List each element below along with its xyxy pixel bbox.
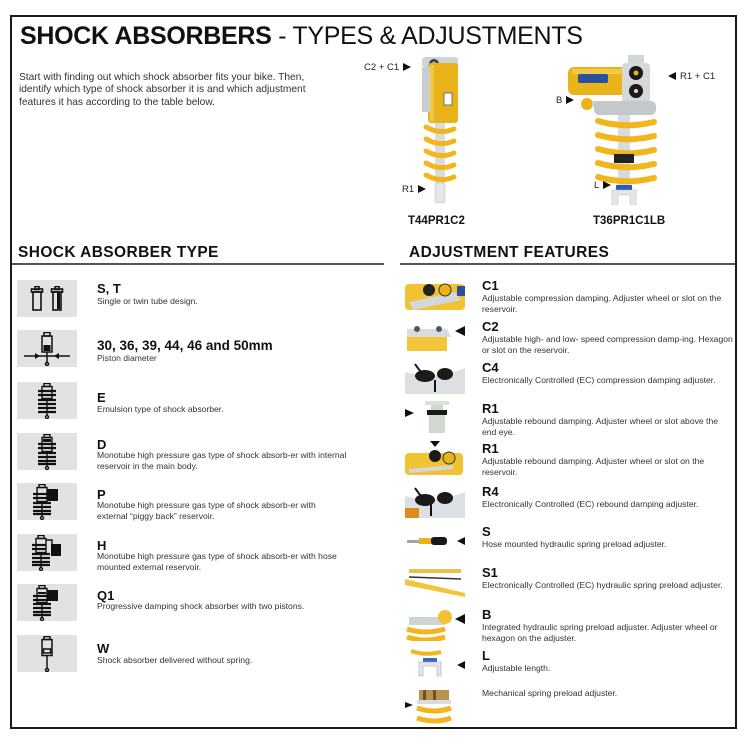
feature-row-l [405, 648, 735, 688]
feature-code: C1 [482, 278, 499, 293]
page-title [20, 22, 583, 51]
feature-row-s [405, 524, 735, 564]
feature-desc: Electronically Controlled (EC) rebound damping adjuster. [482, 499, 699, 509]
r1-reservoir-photo [405, 441, 467, 475]
feature-code: R1 [482, 401, 499, 416]
callout-r1: R1 [402, 184, 426, 195]
callout-l: L [594, 180, 611, 191]
feature-code: L [482, 648, 490, 663]
type-row-h [17, 534, 387, 572]
feature-desc: Electronically Controlled (EC) compression damping adjuster. [482, 375, 716, 385]
r1-end-eye-photo [405, 401, 467, 435]
callout-c2-c1: C2 + C1 [364, 62, 411, 73]
product-t36pr1c1lb [566, 55, 676, 205]
features-divider [400, 263, 735, 265]
shock-absorber-image [566, 55, 676, 205]
type-row-w [17, 635, 387, 673]
feature-row-r1-end-eye [405, 401, 735, 441]
types-divider [12, 263, 384, 265]
feature-desc: Adjustable rebound damping. Adjuster wheel or slot on the reservoir. [482, 456, 705, 477]
feature-row-mechanical-preload [405, 688, 735, 728]
type-desc: Monotube high pressure gas type of shock absorb-er with external “piggy back” reservoir. [97, 500, 316, 521]
feature-desc: Integrated hydraulic spring preload adjuster. Adjuster wheel or hexagon on the adjuster. [482, 622, 718, 643]
progressive-damping-icon [17, 584, 77, 621]
title-light: - TYPES & ADJUSTMENTS [271, 22, 583, 50]
arrow-right-icon [403, 63, 411, 71]
feature-desc: Hose mounted hydraulic spring preload adjuster. [482, 539, 667, 549]
type-desc: Single or twin tube design. [97, 296, 198, 306]
feature-row-r1-reservoir [405, 441, 735, 481]
type-code: D [97, 437, 107, 452]
product-t44pr1c2 [420, 55, 460, 205]
callout-r1-c1: R1 + C1 [668, 71, 715, 82]
c1-adjuster-photo [405, 278, 467, 312]
type-row-p [17, 483, 387, 521]
feature-code: S [482, 524, 491, 539]
intro-text: Start with finding out which shock absorber fits your bike. Then, identify which type of shock absorber it is and which adjustment features it has according to the table below. [19, 72, 306, 108]
types-section-title: SHOCK ABSORBER TYPE [18, 244, 219, 261]
type-desc: Monotube high pressure gas type of shock absorb-er with internal reservoir in the main body. [97, 450, 347, 471]
type-desc: Piston diameter [97, 353, 157, 363]
monotube-internal-reservoir-icon [17, 433, 77, 470]
feature-code: S1 [482, 565, 498, 580]
s-hose-adjuster-photo [405, 524, 467, 558]
feature-row-c1 [405, 278, 735, 318]
l-length-adjuster-photo [405, 648, 467, 682]
feature-desc: Adjustable length. [482, 663, 551, 673]
type-desc: Monotube high pressure gas type of shock absorb-er with hose mounted external reservoir. [97, 551, 337, 572]
title-bold: SHOCK ABSORBERS [20, 22, 272, 50]
type-code: W [97, 641, 110, 656]
feature-row-c4 [405, 360, 735, 400]
emulsion-shock-icon [17, 382, 77, 419]
type-desc: Shock absorber delivered without spring. [97, 655, 253, 665]
hose-reservoir-icon [17, 534, 77, 571]
type-code: E [97, 390, 106, 405]
feature-code: C4 [482, 360, 499, 375]
type-row-s-t [17, 280, 387, 318]
callout-b: B [556, 95, 574, 106]
arrow-right-icon [566, 96, 574, 104]
type-code: H [97, 538, 107, 553]
single-twin-tube-icon [17, 280, 77, 317]
type-row-piston-diameter [17, 330, 387, 368]
features-section-title: ADJUSTMENT FEATURES [409, 244, 610, 261]
type-code: S, T [97, 281, 121, 296]
arrow-right-icon [418, 185, 426, 193]
type-desc: Emulsion type of shock absorber. [97, 404, 224, 414]
type-code: 30, 36, 39, 44, 46 and 50mm [97, 338, 273, 353]
s1-ec-preload-photo [405, 565, 467, 599]
b-integrated-preload-photo [405, 607, 467, 641]
feature-desc: Adjustable high- and low- speed compression damp-ing. Hexagon or slot on the reservoir. [482, 334, 733, 355]
mechanical-preload-photo [405, 688, 467, 726]
feature-code: C2 [482, 319, 499, 334]
r4-ec-adjuster-photo [405, 484, 467, 518]
product-name: T44PR1C2 [408, 215, 465, 227]
feature-desc: Mechanical spring preload adjuster. [482, 688, 618, 698]
piggyback-reservoir-icon [17, 483, 77, 520]
feature-row-b [405, 607, 735, 647]
arrow-right-icon [603, 181, 611, 189]
arrow-left-icon [668, 72, 676, 80]
feature-row-c2 [405, 319, 735, 359]
type-desc: Progressive damping shock absorber with two pistons. [97, 601, 305, 611]
feature-code: B [482, 607, 492, 622]
piston-diameter-icon [17, 330, 77, 367]
c4-ec-adjuster-photo [405, 360, 467, 394]
feature-desc: Electronically Controlled (EC) hydraulic spring preload adjuster. [482, 580, 723, 590]
product-name: T36PR1C1LB [593, 215, 666, 227]
type-code: P [97, 487, 106, 502]
feature-code: R1 [482, 441, 499, 456]
no-spring-shock-icon [17, 635, 77, 672]
feature-desc: Adjustable rebound damping. Adjuster wheel or slot above the end eye. [482, 416, 719, 437]
shock-absorber-image [420, 55, 460, 205]
feature-desc: Adjustable compression damping. Adjuster wheel or slot on the reservoir. [482, 293, 722, 314]
c2-adjuster-photo [405, 319, 467, 353]
type-row-q1 [17, 584, 387, 622]
type-row-d [17, 433, 387, 471]
feature-code: R4 [482, 484, 499, 499]
feature-row-s1 [405, 565, 735, 605]
type-row-e [17, 382, 387, 420]
type-code: Q1 [97, 588, 115, 603]
feature-row-r4 [405, 484, 735, 524]
